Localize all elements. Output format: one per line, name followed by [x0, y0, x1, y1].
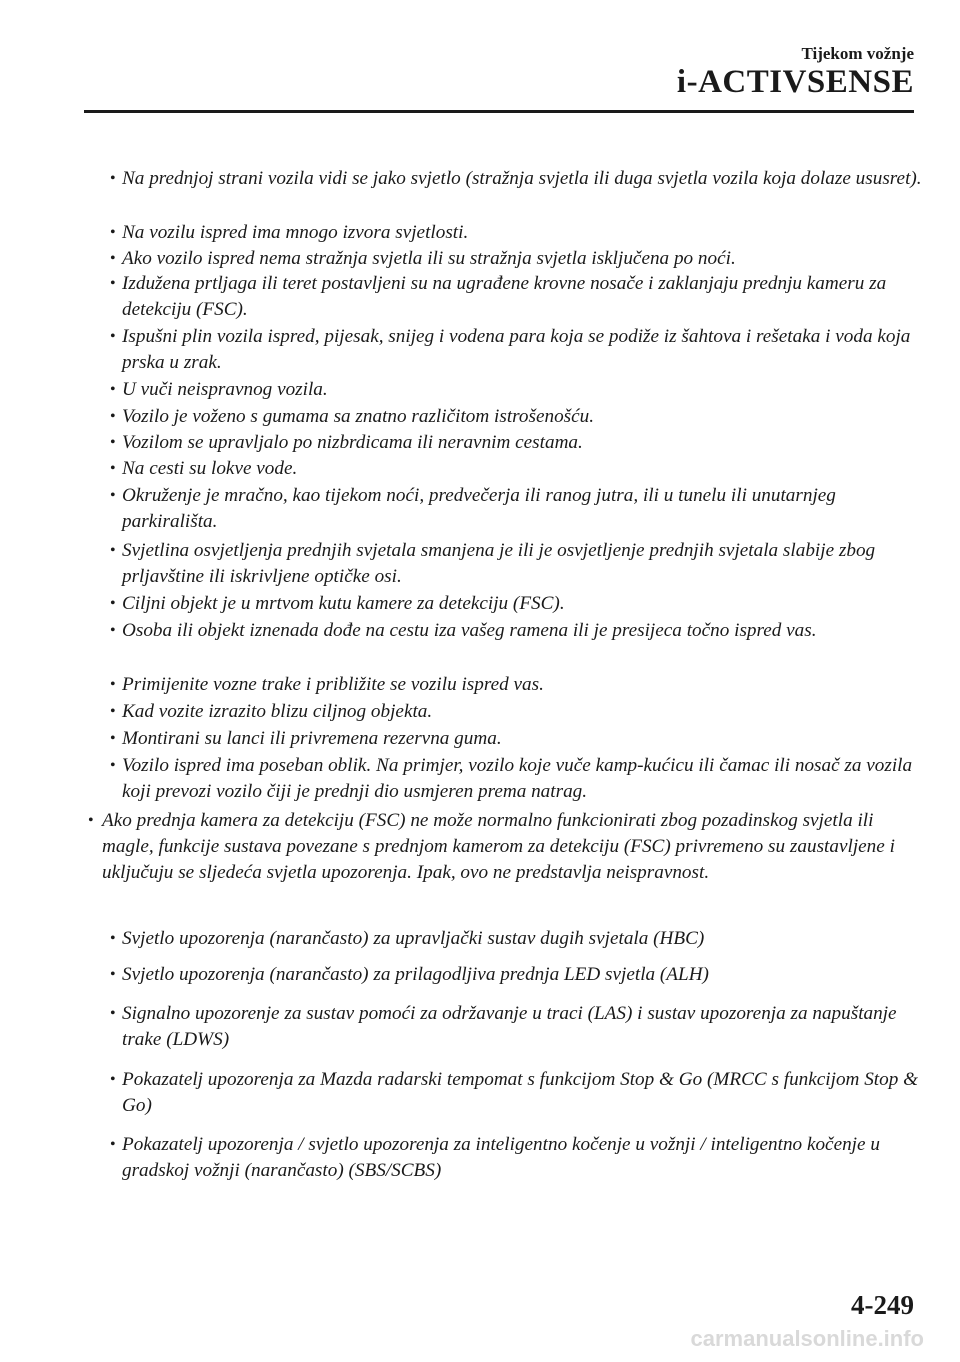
list-item: • Pokazatelj upozorenja za Mazda radarski tempomat s funkcijom Stop & Go (MRCC s funkcijom Stop & Go)	[110, 1069, 919, 1116]
list-item: • Ako vozilo ispred nema stražnja svjetla ili su stražnja svjetla isključena po noći.	[110, 248, 736, 269]
section-title: Tijekom vožnje	[801, 44, 914, 63]
list-item: • Svjetlo upozorenja (narančasto) za upravljački sustav dugih svjetala (HBC)	[110, 928, 705, 949]
list-item: • Montirani su lanci ili privremena rezervna guma.	[110, 728, 502, 749]
list-item: • Okruženje je mračno, kao tijekom noći, predvečerja ili ranog jutra, ili u tunelu ili unutarnjeg parkirališta.	[110, 485, 836, 532]
list-item: • Vozilo ispred ima poseban oblik. Na primjer, vozilo koje vuče kamp-kućicu ili čamac ili nosač za vozila koji prevozi vozilo čiji je prednji dio usmjeren prema natrag.	[110, 755, 913, 802]
list-item: • Izdužena prtljaga ili teret postavljeni su na ugrađene krovne nosače i zaklanjaju prednju kameru za detekciju (FSC).	[110, 273, 887, 320]
list-item: • Na prednjoj strani vozila vidi se jako svjetlo (stražnja svjetla ili duga svjetla vozila koja dolaze ususret).	[110, 168, 922, 189]
header-divider	[84, 110, 914, 113]
list-item: • Vozilo je voženo s gumama sa znatno različitom istrošenošću.	[110, 406, 595, 427]
list-item: • Ispušni plin vozila ispred, pijesak, snijeg i vodena para koja se podiže iz šahtova i rešetaka i voda koja prska u zrak.	[110, 326, 911, 373]
list-item: • Kad vozite izrazito blizu ciljnog objekta.	[110, 701, 433, 722]
chapter-title: i-ACTIVSENSE	[676, 64, 914, 100]
list-item: • U vuči neispravnog vozila.	[110, 379, 328, 400]
list-item: • Ako prednja kamera za detekciju (FSC) ne može normalno funkcionirati zbog pozadinskog svjetla ili magle, funkcije sustava povezane s prednjom kamerom za detekciju (FSC) privremeno su zaustavljene i uključuju se sljedeća svjetla upozorenja. Ipak, ovo ne predstavlja neispravnost.	[88, 810, 895, 883]
list-item: • Vozilom se upravljalo po nizbrdicama ili neravnim cestama.	[110, 432, 583, 453]
list-item: • Na vozilu ispred ima mnogo izvora svjetlosti.	[110, 222, 469, 243]
list-item: • Primijenite vozne trake i približite se vozilu ispred vas.	[110, 674, 544, 695]
list-item: • Signalno upozorenje za sustav pomoći za održavanje u traci (LAS) i sustav upozorenja za napuštanje trake (LDWS)	[110, 1003, 897, 1050]
page-number: 4-249	[851, 1290, 914, 1320]
list-item: • Pokazatelj upozorenja / svjetlo upozorenja za inteligentno kočenje u vožnji / inteligentno kočenje u gradskoj vožnji (narančasto) (SBS/SCBS)	[110, 1134, 880, 1181]
watermark: carmanualsonline.info	[690, 1326, 924, 1351]
list-item: • Svjetlina osvjetljenja prednjih svjetala smanjena je ili je osvjetljenje prednjih svjetala slabije zbog prljavštine ili iskrivljene optičke osi.	[110, 540, 876, 587]
list-item: • Na cesti su lokve vode.	[110, 458, 298, 479]
list-item: • Svjetlo upozorenja (narančasto) za prilagodljiva prednja LED svjetla (ALH)	[110, 964, 709, 985]
list-item: • Ciljni objekt je u mrtvom kutu kamere za detekciju (FSC).	[110, 593, 565, 614]
list-item: • Osoba ili objekt iznenada dođe na cestu iza vašeg ramena ili je presijeca točno ispred vas.	[110, 620, 817, 641]
